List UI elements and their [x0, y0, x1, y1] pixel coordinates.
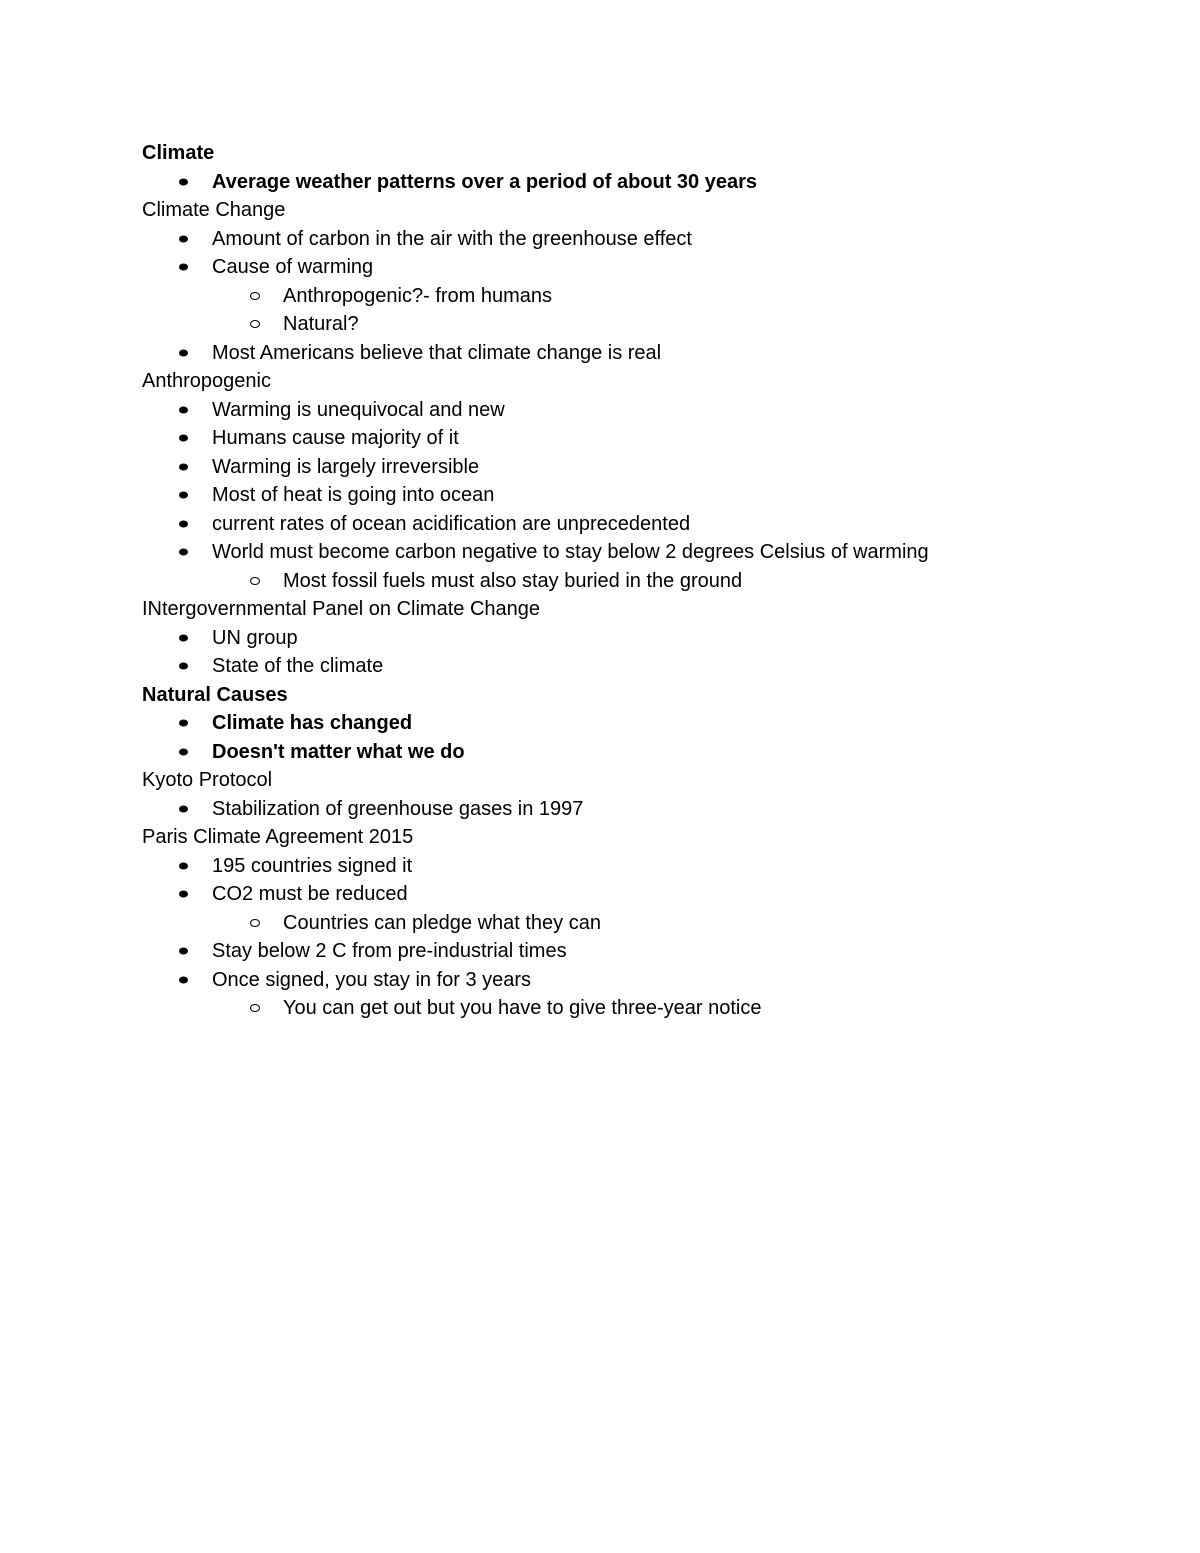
bullet-item — [142, 624, 1142, 653]
filled-bullet-icon — [179, 976, 188, 983]
filled-bullet-icon — [179, 235, 188, 242]
line-text: Climate — [142, 142, 215, 164]
line-text: World must become carbon negative to stay below 2 degrees Celsius of warming — [212, 541, 929, 563]
line-text: UN group — [212, 626, 298, 649]
section-heading — [142, 681, 1142, 710]
line-text: Anthropogenic — [142, 370, 271, 392]
bullet-item — [142, 453, 1142, 482]
bullet-item — [142, 652, 1142, 681]
filled-bullet-icon — [179, 663, 188, 670]
line-text: Climate Change — [142, 199, 286, 221]
line-text: Average weather patterns over a period of about 30 years — [212, 170, 758, 193]
line-text: Humans cause majority of it — [212, 427, 459, 449]
line-text: Countries can pledge what they can — [283, 911, 601, 934]
filled-bullet-icon — [179, 435, 188, 442]
filled-bullet-icon — [179, 549, 188, 556]
bullet-item — [142, 253, 1142, 282]
sub-bullet-item — [142, 310, 1142, 339]
line-text: State of the climate — [212, 655, 384, 677]
bullet-item — [142, 709, 1142, 738]
hollow-bullet-icon — [250, 919, 260, 927]
sub-bullet-item — [142, 909, 1142, 938]
bullet-item — [142, 481, 1142, 510]
line-text: Anthropogenic?- from humans — [283, 284, 553, 307]
section-heading — [142, 766, 1142, 795]
sub-bullet-item — [142, 994, 1142, 1023]
line-text: INtergovernmental Panel on Climate Change — [142, 598, 540, 620]
hollow-bullet-icon — [250, 1004, 260, 1012]
line-text: Warming is largely irreversible — [212, 455, 480, 478]
line-text: CO2 must be reduced — [212, 883, 408, 905]
filled-bullet-icon — [179, 948, 188, 955]
line-text: Stabilization of greenhouse gases in 1997 — [212, 797, 584, 820]
bullet-item — [142, 937, 1142, 966]
bullet-item — [142, 424, 1142, 453]
bullet-item — [142, 538, 1142, 567]
section-heading — [142, 595, 1142, 624]
filled-bullet-icon — [179, 520, 188, 527]
line-text: You can get out but you have to give three-year notice — [283, 997, 762, 1019]
section-heading — [142, 139, 1142, 168]
line-text: Cause of warming — [212, 256, 374, 278]
filled-bullet-icon — [179, 805, 188, 812]
filled-bullet-icon — [179, 406, 188, 413]
hollow-bullet-icon — [250, 320, 260, 328]
filled-bullet-icon — [179, 862, 188, 869]
filled-bullet-icon — [179, 349, 188, 356]
line-text: Most of heat is going into ocean — [212, 484, 495, 506]
section-heading — [142, 367, 1142, 396]
filled-bullet-icon — [179, 634, 188, 641]
line-text: Stay below 2 C from pre-industrial times — [212, 940, 567, 962]
section-heading — [142, 196, 1142, 225]
line-text: Natural Causes — [142, 683, 288, 706]
bullet-item — [142, 795, 1142, 824]
section-heading — [142, 823, 1142, 852]
line-text: Paris Climate Agreement 2015 — [142, 826, 414, 848]
filled-bullet-icon — [179, 264, 188, 271]
line-text: current rates of ocean acidification are unprecedented — [212, 512, 691, 535]
bullet-item — [142, 225, 1142, 254]
bullet-item — [142, 966, 1142, 995]
filled-bullet-icon — [179, 178, 188, 185]
line-text: Most Americans believe that climate change is real — [212, 341, 662, 364]
bullet-item — [142, 738, 1142, 767]
line-text: Warming is unequivocal and new — [212, 398, 505, 421]
filled-bullet-icon — [179, 463, 188, 470]
line-text: Most fossil fuels must also stay buried in the ground — [283, 569, 743, 592]
hollow-bullet-icon — [250, 292, 260, 300]
notes-document — [142, 139, 1142, 1023]
line-text: Climate has changed — [212, 712, 413, 734]
hollow-bullet-icon — [250, 577, 260, 585]
sub-bullet-item — [142, 282, 1142, 311]
filled-bullet-icon — [179, 748, 188, 755]
line-text: Amount of carbon in the air with the greenhouse effect — [212, 227, 692, 250]
bullet-item — [142, 396, 1142, 425]
line-text: Doesn't matter what we do — [212, 740, 465, 763]
filled-bullet-icon — [179, 492, 188, 499]
bullet-item — [142, 339, 1142, 368]
bullet-item — [142, 880, 1142, 909]
bullet-item — [142, 852, 1142, 881]
line-text: Kyoto Protocol — [142, 769, 273, 791]
line-text: 195 countries signed it — [212, 854, 413, 877]
sub-bullet-item — [142, 567, 1142, 596]
filled-bullet-icon — [179, 720, 188, 727]
line-text: Once signed, you stay in for 3 years — [212, 968, 532, 991]
filled-bullet-icon — [179, 891, 188, 898]
bullet-item — [142, 510, 1142, 539]
line-text: Natural? — [283, 313, 359, 335]
bullet-item — [142, 168, 1142, 197]
